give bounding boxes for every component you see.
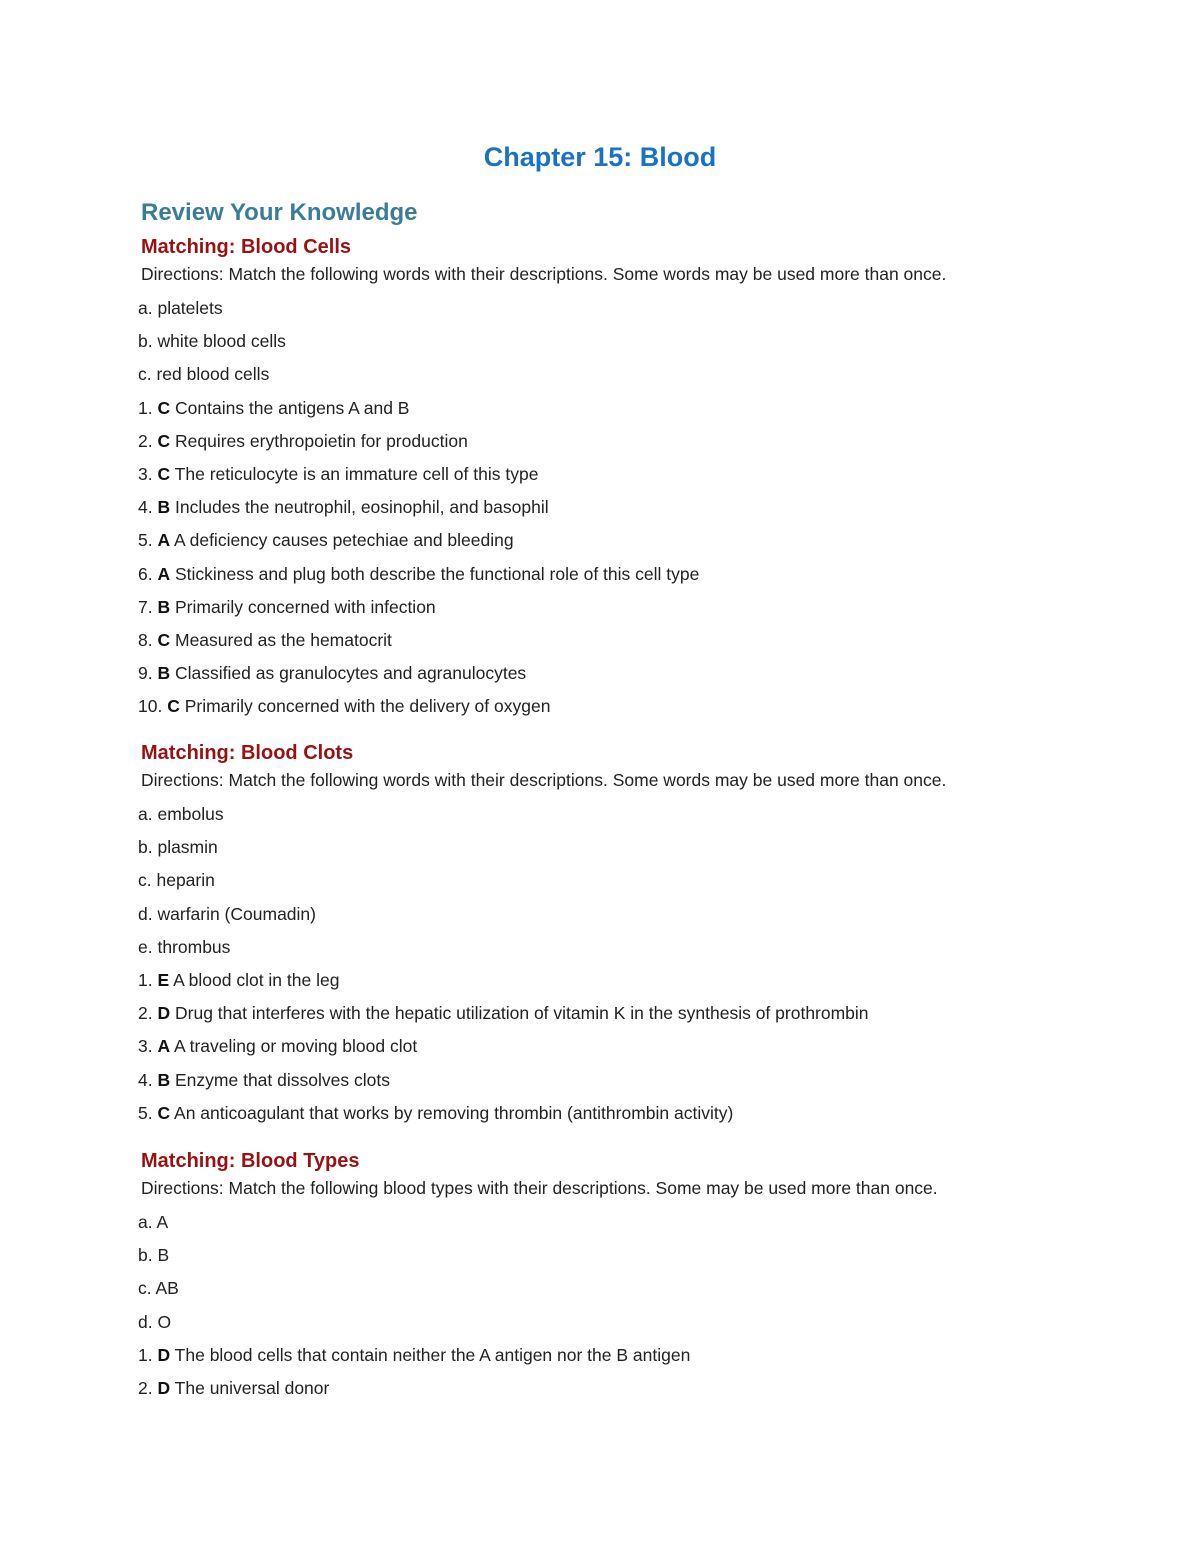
question-item [138,1376,1098,1409]
answer-letter: C [157,397,171,418]
answer-letter: D [157,1003,171,1024]
question-number: 9. [138,663,153,684]
option-item: b. white blood cells [138,331,286,352]
question-item [138,1101,1098,1134]
question-item [138,661,1098,694]
question-number: 2. [138,1377,153,1398]
question-number: 10. [138,696,163,717]
question-text: Primarily concerned with the delivery of oxygen [184,696,551,717]
answer-letter: C [157,629,171,650]
option-item: c. AB [138,1278,179,1299]
question-number: 1. [138,969,153,990]
question-number: 7. [138,596,153,617]
answer-letter: A [157,1036,171,1057]
option-item: c. red blood cells [138,364,270,385]
question-item [138,1343,1098,1376]
question-item [138,595,1098,628]
option-item: e. thrombus [138,936,231,957]
question-item [138,528,1098,561]
question-text: Contains the antigens A and B [175,397,410,418]
option-item: d. warfarin (Coumadin) [138,903,316,924]
question-text: The reticulocyte is an immature cell of this type [174,463,539,484]
directions-text: Directions: Match the following words with their descriptions. Some words may be used more than once. [141,770,947,790]
chapter-title: Chapter 15: Blood [483,142,717,172]
answer-letter: D [157,1377,171,1398]
question-text: The blood cells that contain neither the A antigen nor the B antigen [174,1344,691,1365]
question-item [138,1001,1098,1034]
question-item [138,1034,1098,1067]
section-blood-clots [138,740,1098,1134]
question-text: A blood clot in the leg [173,969,340,990]
question-text: Drug that interferes with the hepatic utilization of vitamin K in the synthesis of prothrombin [175,1003,869,1024]
answer-letter: C [157,463,171,484]
question-text: Enzyme that dissolves clots [175,1069,390,1090]
answer-letter: C [157,1102,171,1123]
question-number: 6. [138,563,153,584]
option-item: c. heparin [138,870,215,891]
section-heading: Matching: Blood Types [141,1150,360,1172]
directions-text: Directions: Match the following blood types with their descriptions. Some may be used more than once. [141,1178,938,1198]
question-number: 1. [138,397,153,418]
question-number: 4. [138,1069,153,1090]
question-text: The universal donor [174,1377,330,1398]
question-text: Measured as the hematocrit [175,629,392,650]
option-item: a. A [138,1212,169,1232]
question-item [138,628,1098,661]
option-item: b. B [138,1245,170,1266]
answer-letter: C [167,696,180,717]
question-text: Primarily concerned with infection [175,596,436,617]
question-text: A deficiency causes petechiae and bleeding [174,530,514,551]
answer-letter: C [157,430,171,451]
question-number: 4. [138,497,153,518]
question-item [138,694,1098,727]
option-item: a. platelets [138,298,223,318]
question-item [138,1068,1098,1101]
question-item [138,968,1098,1001]
answer-letter: B [157,663,171,684]
answer-letter: B [157,596,171,617]
section-blood-types [138,1148,1098,1409]
section-heading: Matching: Blood Clots [141,742,354,764]
question-item [138,462,1098,495]
question-number: 5. [138,1102,153,1123]
review-heading: Review Your Knowledge [141,199,418,226]
answer-letter: A [157,563,171,584]
answer-letter: D [157,1344,171,1365]
question-number: 1. [138,1344,153,1365]
answer-letter: E [157,969,170,990]
question-text: Requires erythropoietin for production [175,430,468,451]
question-text: Includes the neutrophil, eosinophil, and basophil [175,497,549,518]
answer-letter: B [157,497,171,518]
question-number: 2. [138,430,153,451]
answer-letter: A [157,530,171,551]
question-text: Classified as granulocytes and agranulocytes [175,663,527,684]
question-item [138,495,1098,528]
question-item [138,396,1098,429]
question-text: A traveling or moving blood clot [174,1036,418,1057]
option-item: b. plasmin [138,837,218,858]
section-heading: Matching: Blood Cells [141,236,351,258]
question-item [138,562,1098,595]
question-number: 2. [138,1003,153,1024]
answer-letter: B [157,1069,171,1090]
question-text: An anticoagulant that works by removing thrombin (antithrombin activity) [174,1102,734,1123]
question-number: 3. [138,463,153,484]
section-blood-cells [138,234,1098,727]
question-number: 3. [138,1036,153,1057]
option-item: d. O [138,1311,172,1332]
question-item [138,429,1098,462]
question-number: 8. [138,629,153,650]
question-number: 5. [138,530,153,551]
directions-text: Directions: Match the following words with their descriptions. Some words may be used more than once. [141,264,947,284]
option-item: a. embolus [138,804,224,824]
question-text: Stickiness and plug both describe the functional role of this cell type [175,563,700,584]
